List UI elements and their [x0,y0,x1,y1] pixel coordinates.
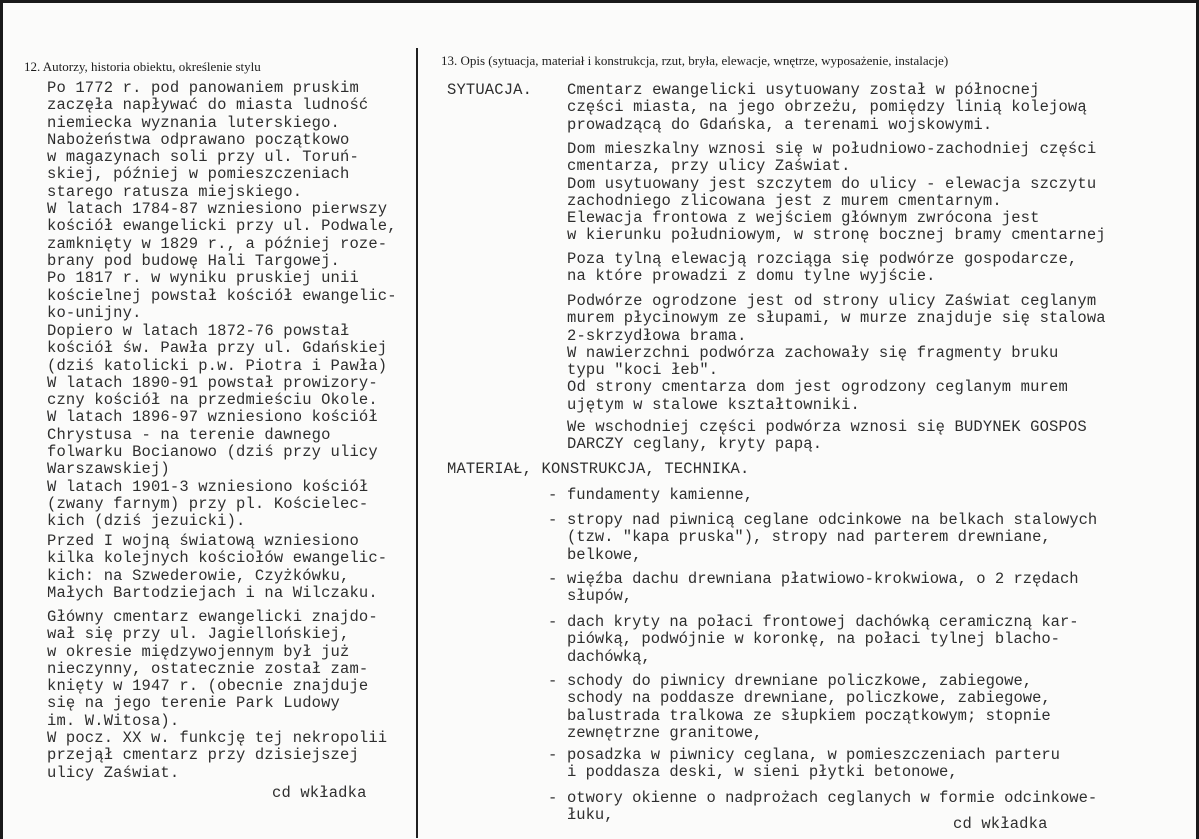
text-line: Przed I wojną światową wzniesiono [47,532,359,550]
text-line: części miasta, na jego obrzeżu, pomiędzy linią kolejową [567,98,1087,117]
text-line: i poddasza deski, w sieni płytki betonowe, [567,763,958,782]
text-line: zaczęła napływać do miasta ludność [47,96,369,115]
situation-paragraph-2 [567,141,1106,245]
text-line: zewnętrzne granitowe, [567,723,763,742]
text-line: dachówką, [567,647,651,666]
text-line: DARCZY ceglany, kryty papą. [567,435,823,454]
text-line: balustrada tralkowa ze słupkiem początkowym; stopnie [567,706,1051,725]
text-line: Po 1817 r. w wyniku pruskiej unii [47,269,359,288]
situation-paragraph-3 [567,251,1077,286]
text-line: knięty w 1947 r. (obecnie znajduje [47,677,369,696]
text-line: na które prowadzi z domu tylne wyjście. [567,267,936,286]
text-line: ko-unijny. [47,303,142,322]
bullet-dash: - [548,486,558,504]
bullet-dash: - [548,613,558,631]
text-line: w okresie międzywojennym był już [47,642,350,661]
bullet-dash: - [548,570,558,588]
text-line: murem płycinowym ze słupami, w murze znajduje się stalowa [567,309,1106,328]
text-line: Nabożeństwa odprawano początkowo [47,130,350,149]
left-paragraph-4 [47,609,387,782]
text-line: Cmentarz ewangelicki usytuowany został w północnej [567,81,1040,99]
text-line: kilka kolejnych kościołów ewangelic- [47,549,388,568]
text-line: słupów, [567,587,633,606]
text-line: 2-skrzydłowa brama. [567,326,747,345]
text-line: się na jego terenie Park Ludowy [47,694,340,713]
right-footer-continuation: cd wkładka [953,815,1048,833]
text-line: schody do piwnicy drewniane policzkowe, zabiegowe, [567,672,1033,690]
text-line: (dziś katolicki p.w. Piotra i Pawła) [47,356,388,375]
text-line: przejął cmentarz przy dzisiejszej [47,746,359,765]
situation-label: SYTUACJA. [447,81,533,99]
text-line: starego ratusza miejskiego. [47,182,303,201]
bullet-dash: - [548,511,558,529]
text-line: W latach 1784-87 wzniesiono pierwszy [47,200,388,219]
text-line: fundamenty kamienne, [567,486,754,504]
text-line: cmentarza, przy ulicy Zaświat. [567,157,851,176]
text-line: czny kościół na przedmieściu Okole. [47,391,378,410]
bullet-dash: - [548,789,558,807]
column-divider [416,48,418,838]
text-line: skiej, później w pomieszczeniach [47,165,350,184]
text-line: kich: na Szwederowie, Czyżkówku, [47,566,350,585]
text-line: (tzw. "kapa pruska"), stropy nad parterem drewniane, [567,528,1051,547]
text-line: ujętym w stalowe kształtowniki. [567,395,860,414]
text-line: niemiecka wyznania luterskiego. [47,113,340,132]
text-line: Dom mieszkalny wznosi się w południowo-zachodniej części [567,140,1097,158]
text-line: Małych Bartodziejach i na Wilczaku. [47,583,378,602]
text-line: zamknięty w 1829 r., a później roze- [47,234,388,253]
left-paragraph-2 [47,323,387,531]
text-line: zachodniego zlicowana jest z murem cmentarnym. [567,191,1002,210]
text-line: otwory okienne o nadprożach ceglanych w formie odcinkowe- [567,789,1098,807]
text-line: W latach 1896-97 wzniesiono kościół [47,408,378,427]
text-line: Chrystusa - na terenie dawnego [47,425,331,444]
text-line: wał się przy ul. Jagiellońskiej, [47,625,350,644]
text-line: belkowe, [567,545,642,564]
text-line: folwarku Bocianowo (dziś przy ulicy [47,443,378,462]
text-line: schody na poddasze drewniane, policzkowe, zabiegowe, [567,689,1051,708]
text-line: stropy nad piwnicą ceglane odcinkowe na belkach stalowych [567,511,1098,529]
text-line: Dom usytuowany jest szczytem do ulicy - elewacja szczytu [567,174,1097,193]
left-footer-continuation: cd wkładka [272,784,367,802]
text-line: brany pod budowę Hali Targowej. [47,251,340,270]
text-line: Elewacja frontowa z wejściem głównym zwrócona jest [567,209,1040,228]
text-line: w magazynach soli przy ul. Toruń- [47,148,359,167]
text-line: dach kryty na połaci frontowej dachówką ceramiczną kar- [567,613,1079,631]
text-line: Po 1772 r. pod panowaniem pruskim [47,79,359,97]
text-line: nieczynny, ostatecznie został zam- [47,659,369,678]
text-line: kościół św. Pawła przy ul. Gdańskiej [47,339,388,358]
text-line: w kierunku południowym, w stronę bocznej bramy cmentarnej [567,226,1106,245]
text-line: W latach 1890-91 powstał prowizory- [47,373,378,392]
bullet-dash: - [548,746,558,764]
situation-paragraph-4 [567,293,1106,414]
text-line: łuku, [567,806,614,825]
text-line: kościół ewangelicki przy ul. Podwale, [47,217,397,236]
text-line: Od strony cmentarza dom jest ogrodzony ceglanym murem [567,378,1068,397]
situation-paragraph-5 [567,419,1087,454]
text-line: Podwórze ogrodzone jest od strony ulicy Zaświat ceglanym [567,292,1097,310]
text-line: We wschodniej części podwórza wznosi się BUDYNEK GOSPOS [567,418,1087,436]
text-line: (zwany farnym) przy pl. Kościelec- [47,494,369,513]
right-section-header: 13. Opis (sytuacja, materiał i konstrukcja, rzut, bryła, elewacje, wnętrze, wyposażenie, instalacje) [441,53,949,68]
text-line: więźba dachu drewniana płatwiowo-krokwiowa, o 2 rzędach [567,570,1079,588]
bullet-dash: - [548,672,558,690]
text-line: kościelnej powstał kościół ewangelic- [47,286,397,305]
text-line: typu "koci łeb". [567,361,719,380]
situation-paragraph-1 [567,82,1087,134]
left-paragraph-3 [47,533,387,602]
text-line: ulicy Zaświat. [47,763,180,782]
material-label: MATERIAŁ, KONSTRUKCJA, TECHNIKA. [447,460,750,478]
text-line: prowadzącą do Gdańska, a terenami wojskowymi. [567,115,993,134]
text-line: W nawierzchni podwórza zachowały się fragmenty bruku [567,343,1059,362]
text-line: Główny cmentarz ewangelicki znajdo- [47,608,378,626]
top-edge [0,0,1199,3]
text-line: im. W.Witosa). [47,711,180,730]
text-line: Dopiero w latach 1872-76 powstał [47,322,350,340]
text-line: Warszawskiej) [47,460,170,479]
left-edge [0,0,3,839]
text-line: piówką, podwójnie w koronkę, na połaci tylnej blacho- [567,630,1060,649]
text-line: W pocz. XX w. funkcję tej nekropolii [47,729,388,748]
left-paragraph-1 [47,80,397,322]
text-line: Poza tylną elewacją rozciąga się podwórze gospodarcze, [567,250,1078,268]
text-line: W latach 1901-3 wzniesiono kościół [47,477,369,496]
left-section-header: 12. Autorzy, historia obiektu, określenie stylu [24,59,261,74]
text-line: posadzka w piwnicy ceglana, w pomieszczeniach parteru [567,746,1060,764]
text-line: kich (dziś jezuicki). [47,512,246,531]
